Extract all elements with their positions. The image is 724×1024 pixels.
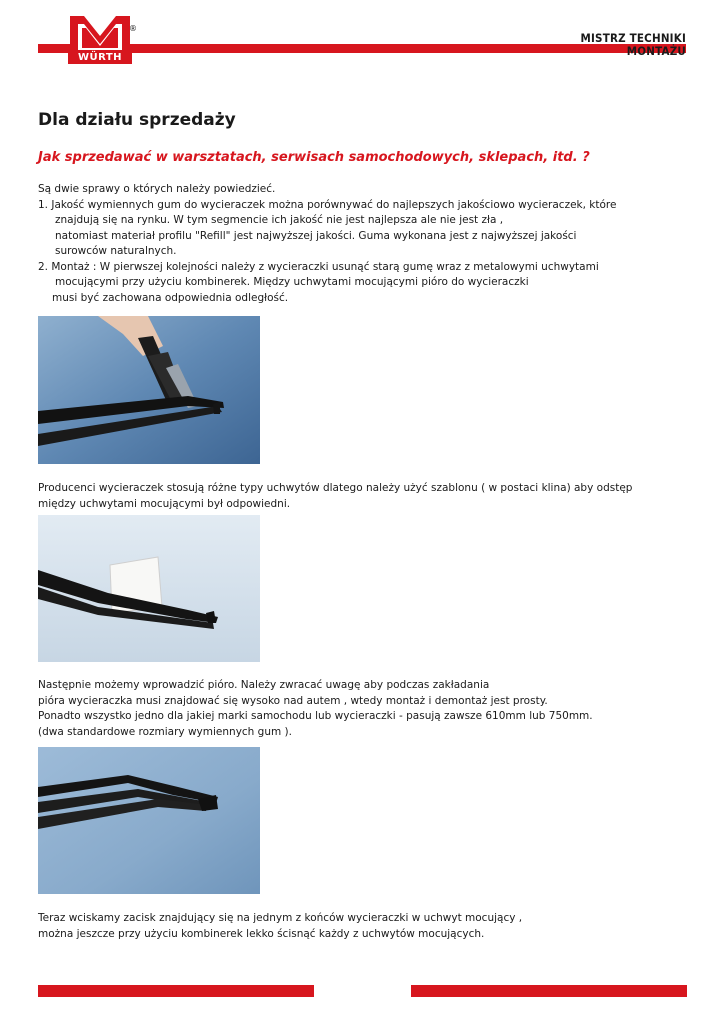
intro-line: Są dwie sprawy o których należy powiedzieć. bbox=[38, 183, 276, 195]
intro-line: musi być zachowana odpowiednia odległość. bbox=[52, 291, 289, 304]
caption-line: Teraz wciskamy zacisk znajdujący się na jednym z końców wycieraczki w uchwyt mocujący , bbox=[38, 912, 523, 924]
caption-line: Następnie możemy wprowadzić pióro. Należy zwracać uwagę aby podczas zakładania bbox=[38, 679, 490, 691]
page-subtitle: Jak sprzedawać w warsztatach, serwisach samochodowych, sklepach, itd. ? bbox=[38, 150, 590, 165]
brand-line-1: MISTRZ TECHNIKI bbox=[580, 31, 686, 45]
caption-line: można jeszcze przy użyciu kombinerek lekko ścisnąć każdy z uchwytów mocujących. bbox=[38, 927, 485, 940]
caption-line: pióra wycieraczka musi znajdować się wysoko nad autem , wtedy montaż i demontaż jest prosty. bbox=[38, 694, 548, 707]
intro-line: 1. Jakość wymiennych gum do wycieraczek można porównywać do najlepszych jakościowo wycieraczek, które bbox=[38, 198, 617, 211]
footer-bar-right bbox=[411, 985, 687, 997]
brand-line-2: MONTAŻU bbox=[626, 44, 686, 58]
caption-line: Ponadto wszystko jedno dla jakiej marki samochodu lub wycieraczki - pasują zawsze 610mm lub 750mm. bbox=[38, 710, 593, 722]
caption-1 bbox=[38, 481, 632, 512]
brand-block bbox=[581, 32, 686, 58]
footer-bar-left bbox=[38, 985, 314, 997]
wurth-logo bbox=[68, 14, 132, 76]
intro-line: znajdują się na rynku. W tym segmencie ich jakość nie jest najlepsza ale nie jest zła , bbox=[55, 214, 504, 226]
intro-line: natomiast materiał profilu "Refill" jest najwyższej jakości. Guma wykonana jest z najwyższej jakości bbox=[55, 229, 577, 242]
photo-removing-rubber bbox=[38, 316, 260, 464]
intro-line: mocującymi przy użyciu kombinerek. Między uchwytami mocującymi pióro do wycieraczki bbox=[55, 276, 529, 288]
intro-line: surowców naturalnych. bbox=[55, 245, 177, 257]
caption-2 bbox=[38, 678, 593, 740]
photo-inserting-blade bbox=[38, 747, 260, 894]
intro-line: 2. Montaż : W pierwszej kolejności należy z wycieraczki usunąć starą gumę wraz z metalowymi uchwytami bbox=[38, 260, 599, 273]
logo-text: WÜRTH bbox=[77, 52, 123, 63]
photo-wedge-template bbox=[38, 515, 260, 662]
caption-line: (dwa standardowe rozmiary wymiennych gum ). bbox=[38, 725, 292, 738]
caption-3 bbox=[38, 911, 522, 942]
intro-block bbox=[38, 182, 616, 306]
wurth-logo-icon bbox=[68, 14, 132, 76]
page-title: Dla działu sprzedaży bbox=[38, 110, 236, 130]
registered-mark: ® bbox=[129, 24, 137, 33]
caption-line: między uchwytami mocującymi był odpowiedni. bbox=[38, 497, 291, 510]
caption-line: Producenci wycieraczek stosują różne typy uchwytów dlatego należy użyć szablonu ( w postaci klina) aby odstęp bbox=[38, 482, 633, 494]
